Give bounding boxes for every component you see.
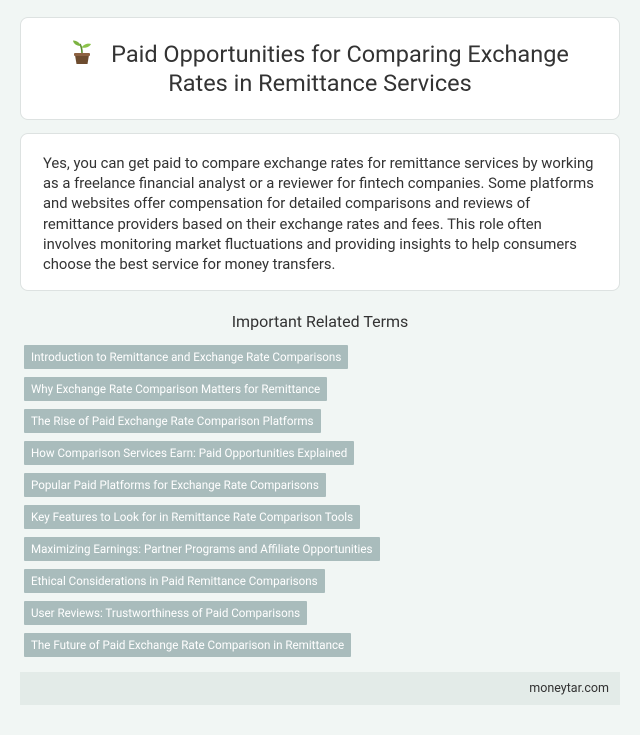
related-term-tag[interactable]: The Future of Paid Exchange Rate Comparison in Remittance (24, 633, 351, 657)
intro-paragraph: Yes, you can get paid to compare exchange rates for remittance services by working as a freelance financial analyst or a reviewer for fintech companies. Some platforms and websites offer compensation for detailed comparisons and reviews of remittance providers based on their exchange rates and fees. This role often involves monitoring market fluctuations and providing insights to help consumers choose the best service for money transfers. (43, 154, 594, 274)
related-term-tag[interactable]: Ethical Considerations in Paid Remittance Comparisons (24, 569, 325, 593)
page-title-text: Paid Opportunities for Comparing Exchange Rates in Remittance Services (111, 40, 569, 97)
related-term-tag[interactable]: User Reviews: Trustworthiness of Paid Comparisons (24, 601, 307, 625)
title-card (20, 17, 620, 120)
related-term-tag[interactable]: How Comparison Services Earn: Paid Opportunities Explained (24, 441, 354, 465)
footer (20, 672, 620, 705)
seedling-icon (71, 39, 93, 65)
footer-site-link[interactable]: moneytar.com (529, 681, 609, 696)
related-terms-heading: Important Related Terms (231, 312, 409, 331)
related-term-tag[interactable]: Key Features to Look for in Remittance Rate Comparison Tools (24, 505, 360, 529)
page-title (21, 39, 619, 98)
related-terms-list (24, 345, 624, 665)
intro-card (20, 133, 620, 291)
related-term-tag[interactable]: Why Exchange Rate Comparison Matters for Remittance (24, 377, 327, 401)
related-term-tag[interactable]: Popular Paid Platforms for Exchange Rate Comparisons (24, 473, 326, 497)
related-term-tag[interactable]: The Rise of Paid Exchange Rate Comparison Platforms (24, 409, 321, 433)
related-term-tag[interactable]: Maximizing Earnings: Partner Programs and Affiliate Opportunities (24, 537, 380, 561)
related-term-tag[interactable]: Introduction to Remittance and Exchange Rate Comparisons (24, 345, 348, 369)
